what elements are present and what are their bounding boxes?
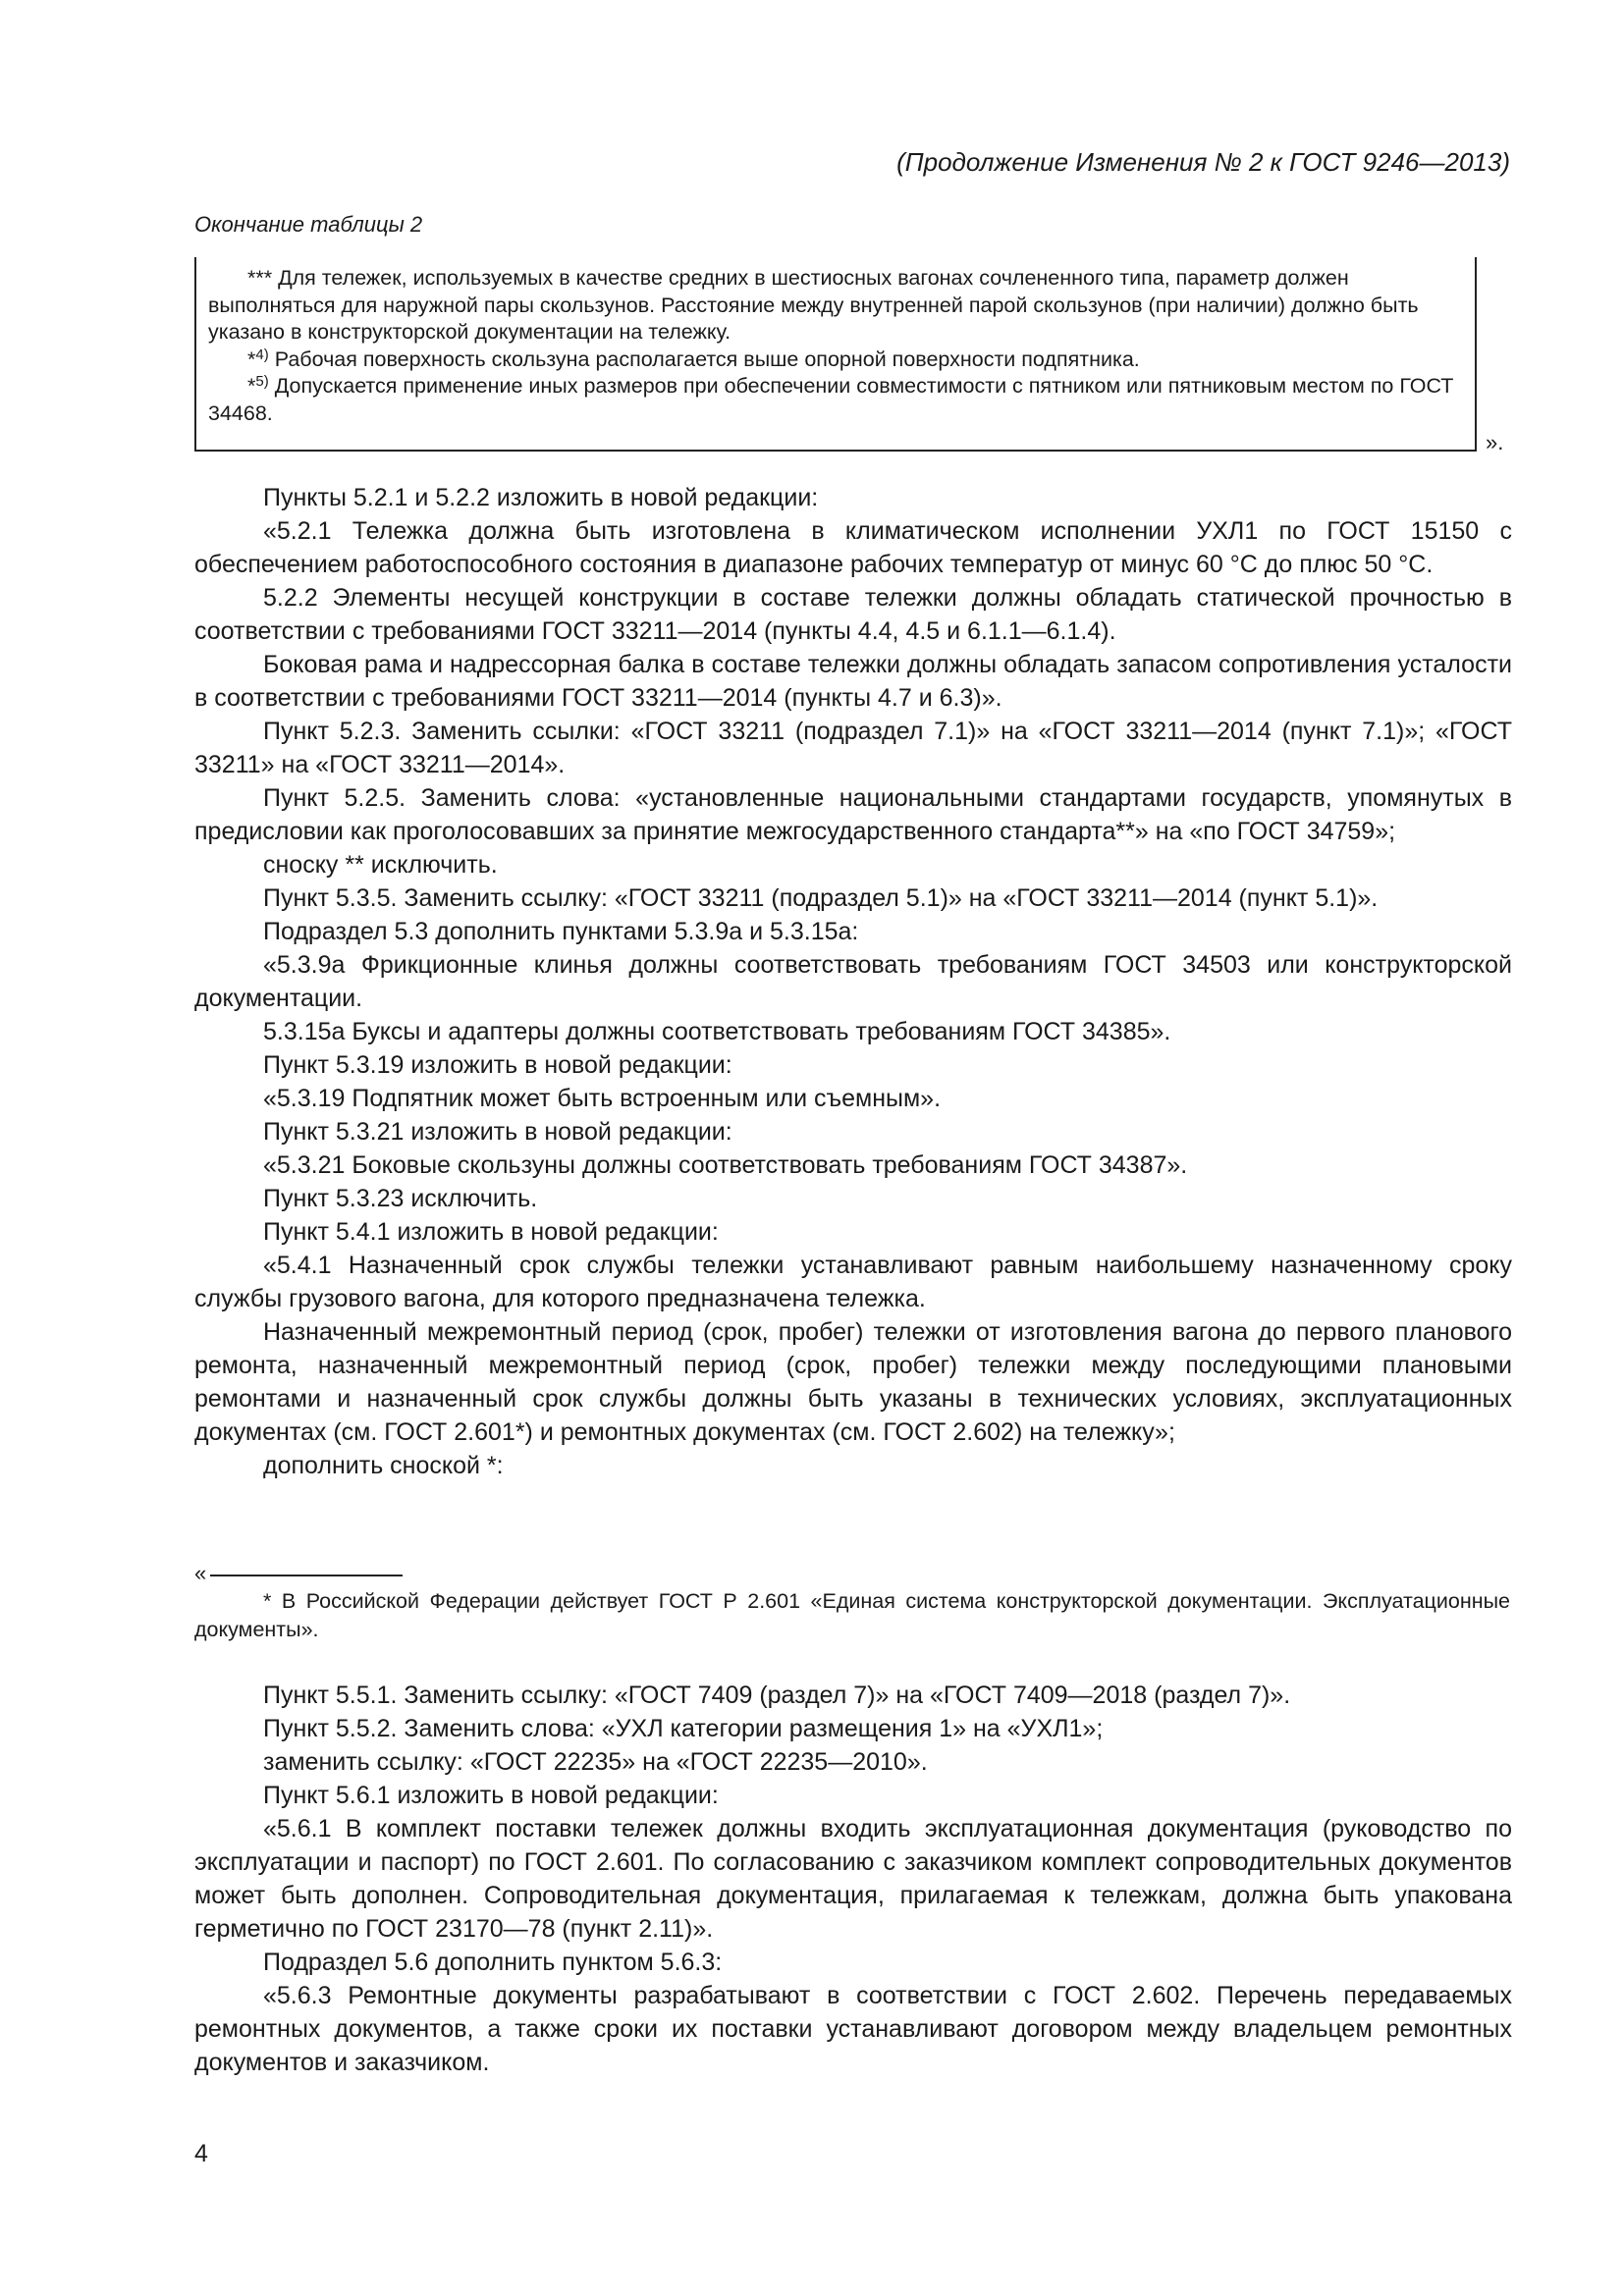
paragraph: 5.2.2 Элементы несущей конструкции в составе тележки должны обладать статической прочностью в соответствии с требованиями ГОСТ 33211—2014 (пункты 4.4, 4.5 и 6.1.1—6.1.4). [194,584,1512,645]
footnote-text: * В Российской Федерации действует ГОСТ Р 2.601 «Единая система конструкторской документации. Эксплуатационные документы». [194,1589,1510,1641]
paragraph: Пункт 5.2.5. Заменить слова: «установленные национальными стандартами государств, упомянутых в предисловии как проголосовавших за принятие межгосударственного стандарта**» на «по ГОСТ 34759»; [194,784,1512,845]
paragraph: Пункт 5.4.1 изложить в новой редакции: [263,1218,719,1246]
page-header: (Продолжение Изменения № 2 к ГОСТ 9246—2013) [896,147,1510,177]
note-sup: 5) [255,373,269,390]
paragraph: заменить ссылку: «ГОСТ 22235» на «ГОСТ 22235—2010». [263,1748,928,1776]
main-text [194,481,1512,1482]
note-text: Допускается применение иных размеров при обеспечении совместимости с пятником или пятниковым местом по ГОСТ 34468. [208,374,1454,425]
paragraph: 5.3.15а Буксы и адаптеры должны соответствовать требованиям ГОСТ 34385». [263,1018,1171,1045]
quote-close: ». [1486,430,1504,454]
paragraph: Подраздел 5.3 дополнить пунктами 5.3.9а и 5.3.15а: [263,918,859,945]
paragraph: Пункт 5.6.1 изложить в новой редакции: [263,1782,719,1809]
note-text: Для тележек, используемых в качестве средних в шестиосных вагонах сочлененного типа, параметр должен выполняться для наружной пары скользунов. Расстояние между внутренней парой скользунов (при наличии) должно быть указано в конструкторской документации на тележку. [208,266,1419,344]
footnote [194,1587,1510,1644]
paragraph: Пункт 5.3.23 исключить. [263,1185,538,1212]
paragraph: «5.6.3 Ремонтные документы разрабатывают в соответствии с ГОСТ 2.602. Перечень передаваемых ремонтных документов, а также сроки их поставки устанавливают договором между владельцем ремонтных документов и заказчиком. [194,1982,1512,2076]
paragraph: дополнить сноской *: [263,1452,504,1479]
note-marker: * [247,347,256,371]
footnote-rule [210,1575,403,1576]
paragraph: Пункт 5.3.5. Заменить ссылку: «ГОСТ 33211 (подраздел 5.1)» на «ГОСТ 33211—2014 (пункт 5.1)». [263,884,1379,912]
footnote-separator [194,1561,403,1586]
table-note [208,373,1463,427]
paragraph: «5.4.1 Назначенный срок службы тележки устанавливают равным наибольшему назначенному сроку службы грузового вагона, для которого предназначена тележка. [194,1252,1512,1312]
paragraph: Пункт 5.3.19 изложить в новой редакции: [263,1051,732,1079]
paragraph: Боковая рама и надрессорная балка в составе тележки должны обладать запасом сопротивления усталости в соответствии с требованиями ГОСТ 33211—2014 (пункты 4.7 и 6.3)». [194,651,1512,712]
note-sup: 4) [255,346,269,363]
paragraph: Подраздел 5.6 дополнить пунктом 5.6.3: [263,1949,723,1976]
paragraph: «5.3.19 Подпятник может быть встроенным или съемным». [263,1085,942,1112]
footnote-open-quote: « [194,1561,207,1585]
note-marker: * [247,374,256,398]
note-text: Рабочая поверхность скользуна располагается выше опорной поверхности подпятника. [268,347,1140,371]
paragraph: Пункт 5.2.3. Заменить ссылки: «ГОСТ 33211 (подраздел 7.1)» на «ГОСТ 33211—2014 (пункт 7.1)»; «ГОСТ 33211» на «ГОСТ 33211—2014». [194,718,1512,778]
paragraph: «5.2.1 Тележка должна быть изготовлена в климатическом исполнении УХЛ1 по ГОСТ 15150 с обеспечением работоспособного состояния в диапазоне рабочих температур от минус 60 °С до плюс 50 °С. [194,517,1512,578]
note-marker: *** [247,266,279,290]
page-number: 4 [194,2140,208,2167]
paragraph: сноску ** исключить. [263,851,498,879]
table-caption: Окончание таблицы 2 [194,212,423,237]
paragraph: Назначенный межремонтный период (срок, пробег) тележки от изготовления вагона до первого планового ремонта, назначенный межремонтный период (срок, пробег) тележки между последующими плановыми ремонтами и назначенный срок службы должны быть указаны в технических условиях, эксплуатационных документах (см. ГОСТ 2.601*) и ремонтных документах (см. ГОСТ 2.602) на тележку»; [194,1318,1512,1446]
paragraph: Пункт 5.5.1. Заменить ссылку: «ГОСТ 7409 (раздел 7)» на «ГОСТ 7409—2018 (раздел 7)». [263,1682,1291,1709]
paragraph: Пункты 5.2.1 и 5.2.2 изложить в новой редакции: [263,484,819,511]
paragraph: «5.6.1 В комплект поставки тележек должны входить эксплуатационная документация (руководство по эксплуатации и паспорт) по ГОСТ 2.601. По согласованию с заказчиком комплект сопроводительных документов может быть дополнен. Сопроводительная документация, прилагаемая к тележкам, должна быть упакована герметично по ГОСТ 23170—78 (пункт 2.11)». [194,1815,1512,1943]
table-notes-box [194,257,1477,452]
paragraph: «5.3.21 Боковые скользуны должны соответствовать требованиям ГОСТ 34387». [263,1151,1188,1179]
paragraph: «5.3.9а Фрикционные клинья должны соответствовать требованиям ГОСТ 34503 или конструкторской документации. [194,951,1512,1012]
main-text-continued [194,1679,1512,2079]
paragraph: Пункт 5.5.2. Заменить слова: «УХЛ категории размещения 1» на «УХЛ1»; [263,1715,1104,1742]
table-note [208,265,1463,347]
paragraph: Пункт 5.3.21 изложить в новой редакции: [263,1118,732,1146]
table-note [208,347,1463,374]
